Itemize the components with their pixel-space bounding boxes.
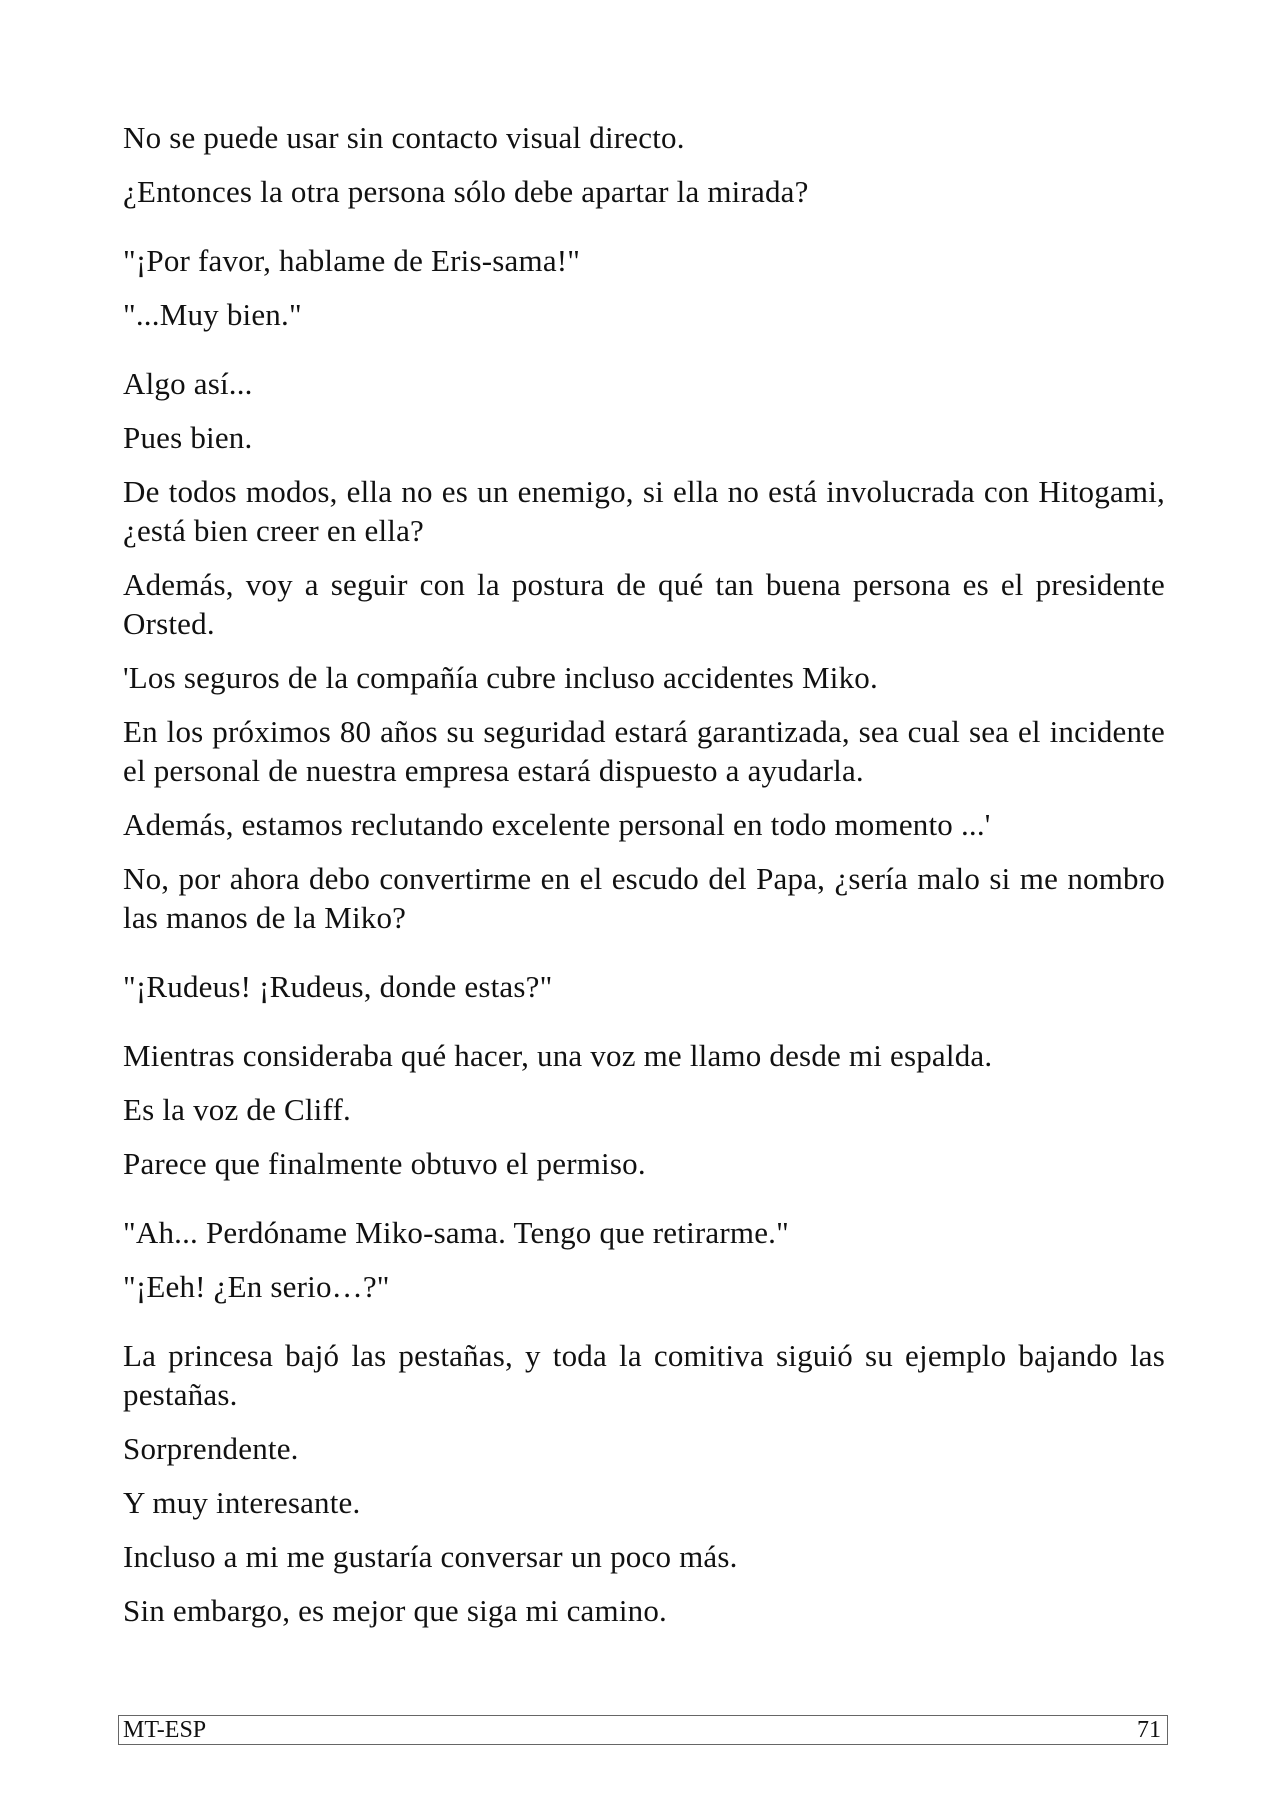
paragraph: No se puede usar sin contacto visual directo. — [123, 120, 685, 155]
paragraph: "¡Por favor, hablame de Eris-sama!" — [123, 243, 581, 278]
paragraph: Algo así... — [123, 366, 253, 401]
body-text — [123, 118, 1165, 1645]
paragraph: Sorprendente. — [123, 1431, 299, 1466]
paragraph: ¿Entonces la otra persona sólo debe apartar la mirada? — [123, 174, 809, 209]
paragraph: Y muy interesante. — [123, 1485, 361, 1520]
paragraph: La princesa bajó las pestañas, y toda la comitiva siguió su ejemplo bajando las pestañas. — [123, 1338, 1165, 1412]
paragraph: Incluso a mi me gustaría conversar un poco más. — [123, 1539, 738, 1574]
page-number: 71 — [1137, 1717, 1161, 1743]
paragraph: Pues bien. — [123, 420, 253, 455]
paragraph: "...Muy bien." — [123, 297, 302, 332]
paragraph: "¡Eeh! ¿En serio…?" — [123, 1269, 390, 1304]
paragraph: Parece que finalmente obtuvo el permiso. — [123, 1146, 646, 1181]
paragraph: "Ah... Perdóname Miko-sama. Tengo que retirarme." — [123, 1215, 789, 1250]
paragraph: En los próximos 80 años su seguridad estará garantizada, sea cual sea el incidente el personal de nuestra empresa estará dispuesto a ayudarla. — [123, 714, 1165, 788]
paragraph: Mientras consideraba qué hacer, una voz me llamo desde mi espalda. — [123, 1038, 993, 1073]
paragraph: De todos modos, ella no es un enemigo, si ella no está involucrada con Hitogami, ¿está bien creer en ella? — [123, 474, 1165, 548]
footer-label: MT-ESP — [123, 1717, 207, 1743]
paragraph: Es la voz de Cliff. — [123, 1092, 351, 1127]
paragraph: Además, estamos reclutando excelente personal en todo momento ...' — [123, 807, 991, 842]
paragraph: No, por ahora debo convertirme en el escudo del Papa, ¿sería malo si me nombro las manos de la Miko? — [123, 861, 1165, 935]
paragraph: Además, voy a seguir con la postura de qué tan buena persona es el presidente Orsted. — [123, 567, 1165, 641]
page-footer — [118, 1715, 1168, 1745]
paragraph: "¡Rudeus! ¡Rudeus, donde estas?" — [123, 969, 553, 1004]
paragraph: Sin embargo, es mejor que siga mi camino. — [123, 1593, 667, 1628]
paragraph: 'Los seguros de la compañía cubre incluso accidentes Miko. — [123, 660, 878, 695]
